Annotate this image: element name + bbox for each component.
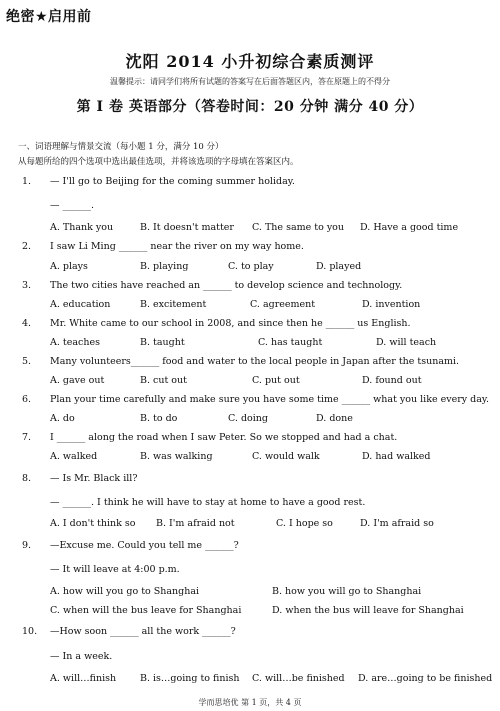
option-d: D. when the bus will leave for Shanghai [272, 605, 464, 616]
question-stem: I ______ along the road when I saw Peter. So we stopped and had a chat. [50, 432, 398, 443]
option-c: C. has taught [258, 337, 323, 348]
option-c: C. agreement [250, 299, 316, 310]
option-b: B. cut out [140, 375, 187, 386]
option-a: A. walked [50, 451, 98, 462]
option-b: B. I'm afraid not [156, 518, 235, 529]
option-d: D. invention [362, 299, 421, 310]
option-b: B. playing [140, 261, 189, 272]
option-d: D. played [316, 261, 362, 272]
question-stem-line2: — In a week. [50, 651, 113, 662]
option-c: C. The same to you [252, 222, 345, 233]
option-c: C. when will the bus leave for Shanghai [50, 605, 242, 616]
question-stem-line2: — ______. [50, 200, 95, 211]
confidential-label: 绝密★启用前 [6, 9, 92, 25]
option-d: D. Have a good time [360, 222, 459, 233]
option-a: A. education [50, 299, 111, 310]
exam-title: 沈阳 2014 小升初综合素质测评 [125, 52, 375, 71]
option-c: C. to play [228, 261, 274, 272]
question-stem: — I'll go to Beijing for the coming summer holiday. [50, 176, 295, 187]
question-stem: —How soon ______ all the work ______? [50, 626, 236, 637]
question-number: 9. [22, 540, 32, 551]
question-stem: The two cities have reached an ______ to develop science and technology. [50, 280, 403, 291]
question-number: 8. [22, 473, 32, 484]
option-a: A. Thank you [50, 222, 114, 233]
option-c: C. I hope so [276, 518, 333, 529]
option-a: A. do [50, 413, 75, 424]
option-c: C. doing [228, 413, 269, 424]
question-stem: —Excuse me. Could you tell me ______? [50, 540, 239, 551]
part-instruction: 从每题所给的四个选项中选出最佳选项，并将该选项的字母填在答案区内。 [18, 157, 299, 167]
question-stem: I saw Li Ming ______ near the river on my way home. [50, 241, 304, 252]
option-a: A. I don't think so [50, 518, 136, 529]
option-b: B. is…going to finish [140, 673, 240, 684]
option-d: D. done [316, 413, 353, 424]
option-c: C. will…be finished [252, 673, 345, 684]
question-number: 3. [22, 280, 32, 291]
option-d: D. I'm afraid so [360, 518, 434, 529]
option-b: B. excitement [140, 299, 207, 310]
question-number: 2. [22, 241, 32, 252]
option-b: B. taught [140, 337, 185, 348]
question-stem: — Is Mr. Black ill? [50, 473, 138, 484]
option-a: A. how will you go to Shanghai [50, 586, 200, 597]
question-number: 10. [22, 626, 38, 637]
option-a: A. gave out [50, 375, 105, 386]
question-number: 7. [22, 432, 32, 443]
option-d: D. are…going to be finished [358, 673, 493, 684]
exam-note: 温馨提示：请同学们将所有试题的答案写在后面答题区内，答在原题上的不得分 [110, 77, 390, 86]
option-d: D. had walked [362, 451, 431, 462]
part-heading: 一、词语理解与情景交流（每小题 1 分，满分 10 分） [18, 142, 224, 152]
question-number: 1. [22, 176, 32, 187]
option-d: D. will teach [376, 337, 437, 348]
option-b: B. how you will go to Shanghai [272, 586, 422, 597]
option-a: A. teaches [50, 337, 100, 348]
question-stem-line2: — ______. I think he will have to stay at home to have a good rest. [50, 497, 366, 508]
option-a: A. plays [50, 261, 88, 272]
option-b: B. was walking [140, 451, 213, 462]
question-number: 5. [22, 356, 32, 367]
option-d: D. found out [362, 375, 422, 386]
question-stem: Mr. White came to our school in 2008, and since then he ______ us English. [50, 318, 411, 329]
option-c: C. put out [252, 375, 300, 386]
question-number: 6. [22, 394, 32, 405]
question-stem-line2: — It will leave at 4:00 p.m. [50, 564, 180, 575]
question-stem: Many volunteers______ food and water to the local people in Japan after the tsunami. [50, 356, 460, 367]
option-b: B. It doesn't matter [140, 222, 234, 233]
section-title: 第 I 卷 英语部分（答卷时间：20 分钟 满分 40 分） [76, 99, 424, 115]
question-number: 4. [22, 318, 32, 329]
option-b: B. to do [140, 413, 178, 424]
page-footer: 学而思培优 第 1 页，共 4 页 [198, 698, 302, 707]
option-c: C. would walk [252, 451, 320, 462]
option-a: A. will…finish [50, 673, 117, 684]
question-stem: Plan your time carefully and make sure you have some time ______ what you like every day. [50, 394, 490, 405]
